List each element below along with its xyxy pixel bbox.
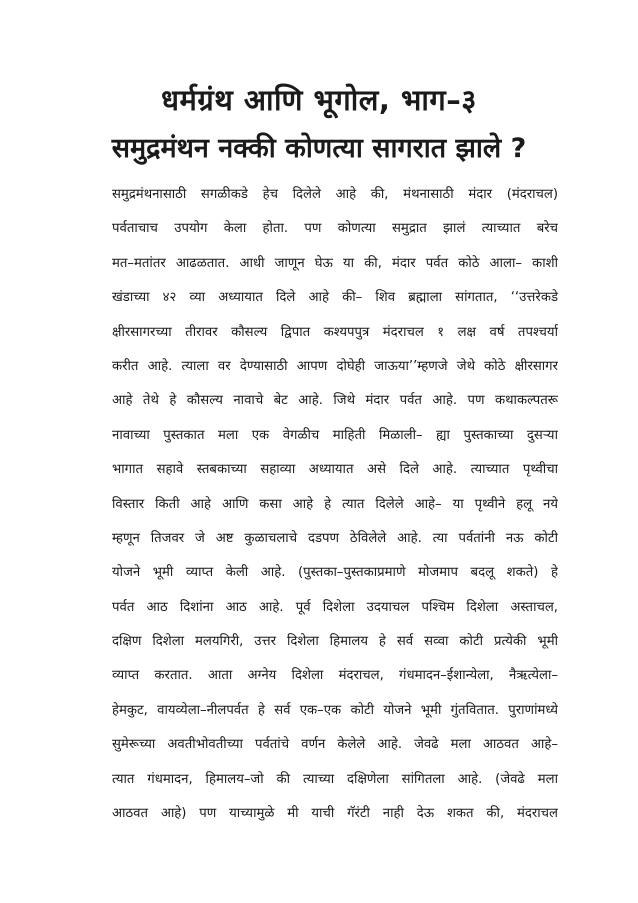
body-line: क्षीरसागरच्या तीरावर कौसल्य द्विपात कश्यपपुत्र मंदराचल १ लक्ष वर्ष तपश्चर्या <box>112 324 558 340</box>
body-line: करीत आहे. त्याला वर देण्यासाठी आपण दोघेही जाऊया’’म्हणजे जेथे कोठे क्षीरसागर <box>112 358 558 374</box>
body-line: योजने भूमी व्याप्त केली आहे. (पुस्तका–पुस्तकाप्रमाणे मोजमाप बदलू शकते) हे <box>112 565 558 581</box>
body-line: व्याप्त करतात. आता अग्नेय दिशेला मंदराचल, गंधमादन–ईशान्येला, नैऋत्येला– <box>112 668 558 684</box>
body-line: समुद्रमंथनासाठी सगळीकडे हेच दिलेले आहे की, मंथनासाठी मंदार (मंदराचल) <box>112 187 558 202</box>
document-subtitle: समुद्रमंथन नक्की कोणत्या सागरात झाले ? <box>111 133 527 164</box>
body-line: नावाच्या पुस्तकात मला एक वेगळीच माहिती मिळाली– ह्या पुस्तकाच्या दुसऱ्या <box>112 427 558 443</box>
body-line: सुमेरूच्या अवतीभोवतीच्या पर्वतांचे वर्णन केलेले आहे. जेवढे मला आठवत आहे– <box>112 737 558 753</box>
body-line: आठवत आहे) पण याच्यामुळे मी याची गॅरंटी नाही देऊ शकत की, मंदराचल <box>112 806 558 822</box>
body-line: त्यात गंधमादन, हिमालय–जो की त्याच्या दक्षिणेला सांगितला आहे. (जेवढे मला <box>112 771 558 787</box>
body-line: भागात सहावे स्तबकाच्या सहाव्या अध्यायात असे दिले आहे. त्याच्यात पृथ्वीचा <box>112 462 558 478</box>
body-paragraph <box>112 178 558 831</box>
body-line: पर्वताचाच उपयोग केला होता. पण कोणत्या समुद्रात झालं त्याच्यात बरेच <box>112 221 558 237</box>
body-line: विस्तार किती आहे आणि कसा आहे हे त्यात दिलेले आहे– या पृथ्वीने हलू नये <box>112 496 558 512</box>
body-line: दक्षिण दिशेला मलयगिरी, उत्तर दिशेला हिमालय हे सर्व सव्वा कोटी प्रत्येकी भूमी <box>112 634 558 650</box>
body-line: हेमकुट, वायव्येला–नीलपर्वत हे सर्व एक–एक कोटी योजने भूमी गुंतवितात. पुराणांमध्ये <box>112 702 558 718</box>
body-line: आहे तेथे हे कौसल्य नावाचे बेट आहे. जिथे मंदार पर्वत आहे. पण कथाकल्पतरू <box>112 393 558 409</box>
document-title: धर्मग्रंथ आणि भूगोल, भाग–३ <box>161 83 477 117</box>
body-line: मत–मतांतर आढळतात. आधी जाणून घेऊ या की, मंदार पर्वत कोठे आला– काशी <box>112 255 558 271</box>
body-line: म्हणून तिजवर जे अष्ट कुळाचलाचे दडपण ठेविलेले आहे. त्या पर्वतांनी नऊ कोटी <box>112 530 558 546</box>
body-line: खंडाच्या ४२ व्या अध्यायात दिले आहे की– शिव ब्रह्माला सांगतात, ‘‘उत्तरेकडे <box>112 290 558 306</box>
body-line: पर्वत आठ दिशांना आठ आहे. पूर्व दिशेला उदयाचल पश्चिम दिशेला अस्ताचल, <box>112 599 558 615</box>
